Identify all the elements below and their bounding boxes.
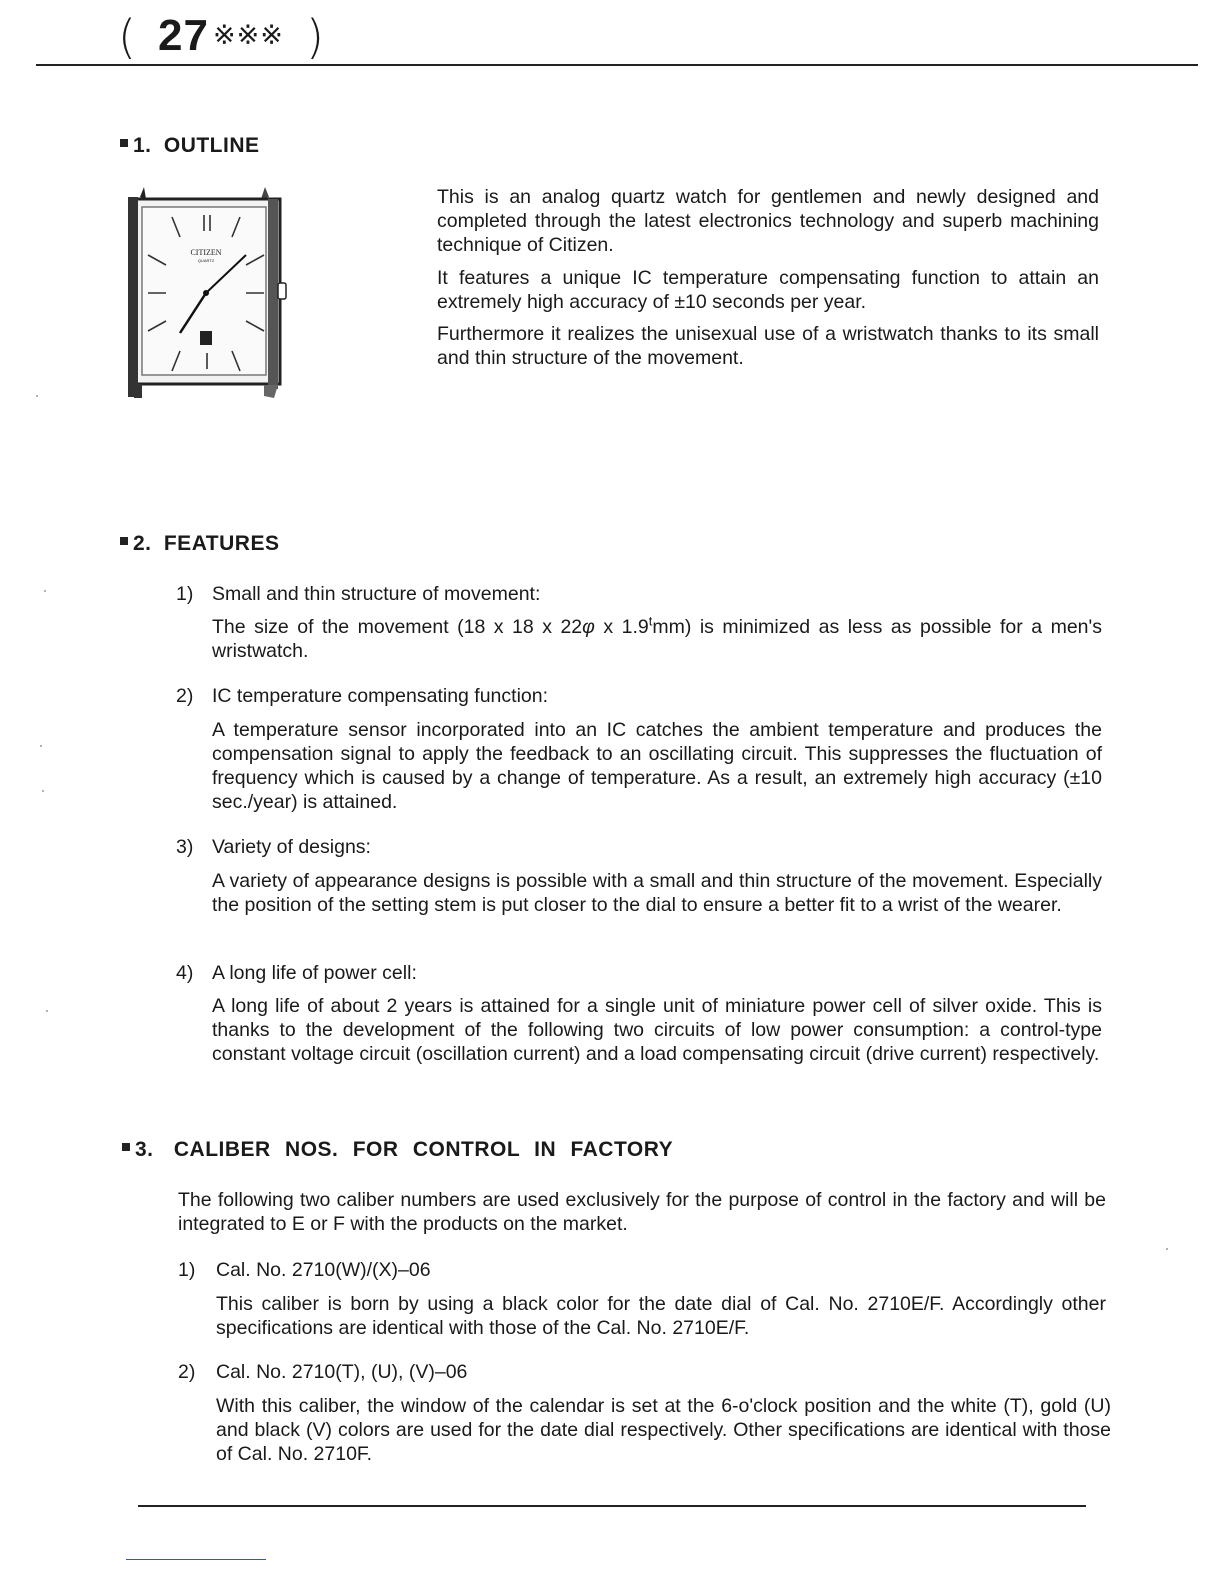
section-heading-features xyxy=(120,532,279,556)
scan-speck xyxy=(44,590,46,592)
feature-body-part: x 1.9 xyxy=(594,616,649,638)
scan-speck xyxy=(36,395,38,397)
phi-symbol: φ xyxy=(582,616,595,638)
square-bullet-icon xyxy=(122,1143,130,1151)
feature-body: A variety of appearance designs is possible with a small and thin structure of the movement. Especially the position of the setting stem is put closer to the dial to ensure a better fit to a wrist of the wearer. xyxy=(212,870,1102,916)
feature-number: 1) xyxy=(176,583,194,605)
outline-paragraph-1: This is an analog quartz watch for gentlemen and newly designed and completed through the latest electronics technology and superb machining technique of Citizen. xyxy=(437,186,1099,256)
feature-title: A long life of power cell: xyxy=(212,962,417,984)
header-paren-close: ) xyxy=(306,10,324,64)
page-number-block xyxy=(118,8,328,64)
feature-number: 2) xyxy=(176,685,194,707)
caliber-body: With this caliber, the window of the calendar is set at the 6-o'clock position and the white (T), gold (U) and black (V) colors are used for the date dial respectively. Other specifications are identical with those of Cal. No. 2710F. xyxy=(216,1395,1111,1465)
caliber-number: 2) xyxy=(178,1361,196,1383)
section-heading-outline xyxy=(120,134,260,158)
scan-speck xyxy=(46,1010,48,1012)
feature-title: Small and thin structure of movement: xyxy=(212,583,541,605)
scan-speck xyxy=(40,745,42,747)
feature-title: IC temperature compensating function: xyxy=(212,685,549,707)
superscript-t: t xyxy=(648,613,653,629)
footer-blue-mark xyxy=(126,1559,266,1560)
header-paren-open: ( xyxy=(118,10,136,64)
page-number: 27 xyxy=(158,11,209,60)
header-rule xyxy=(36,64,1198,66)
watch-brand-logo: CITIZEN xyxy=(190,248,222,257)
caliber-body: This caliber is born by using a black color for the date dial of Cal. No. 2710E/F. Accordingly other specifications are identical with those of the Cal. No. 2710E/F. xyxy=(216,1293,1106,1339)
section-title: CALIBER NOS. FOR CONTROL IN FACTORY xyxy=(173,1138,674,1161)
section-number: 2. xyxy=(133,532,152,555)
scan-speck xyxy=(42,790,44,792)
caliber-title: Cal. No. 2710(W)/(X)–06 xyxy=(216,1259,431,1281)
caliber-intro: The following two caliber numbers are used exclusively for the purpose of control in the factory and will be integrated to E or F with the products on the market. xyxy=(178,1189,1106,1235)
section-number: 3. xyxy=(135,1138,154,1161)
feature-number: 4) xyxy=(176,962,194,984)
caliber-title: Cal. No. 2710(T), (U), (V)–06 xyxy=(216,1361,468,1383)
feature-body-part: The size of the movement (18 x 18 x 22 xyxy=(212,616,583,638)
caliber-number: 1) xyxy=(178,1259,196,1281)
section-heading-caliber xyxy=(122,1138,673,1162)
feature-body xyxy=(212,615,1102,663)
square-bullet-icon xyxy=(120,537,128,545)
scan-speck xyxy=(1166,1248,1168,1250)
section-title: FEATURES xyxy=(163,532,280,555)
watch-illustration xyxy=(118,185,298,410)
page-suffix-marks: ※※※ xyxy=(213,20,284,50)
footer-rule xyxy=(138,1505,1086,1507)
feature-body-part: mm) is minimized as less as possible for a men's wristwatch. xyxy=(212,616,1102,662)
outline-paragraph-2: It features a unique IC temperature compensating function to attain an extremely high accuracy of ±10 seconds per year. xyxy=(437,267,1099,313)
feature-body: A temperature sensor incorporated into an IC catches the ambient temperature and produces the compensation signal to apply the feedback to an oscillating circuit. This suppresses the fluctuation of frequency which is caused by a change of temperature. As a result, an extremely high accuracy (±10 sec./year) is attained. xyxy=(212,719,1102,813)
square-bullet-icon xyxy=(120,139,128,147)
feature-title: Variety of designs: xyxy=(212,836,371,858)
section-title: OUTLINE xyxy=(163,134,260,157)
feature-body: A long life of about 2 years is attained for a single unit of miniature power cell of silver oxide. This is thanks to the development of the following two circuits of low power consumption: a control-type constant voltage circuit (oscillation current) and a load compensating circuit (drive current) respectively. xyxy=(212,995,1102,1065)
section-number: 1. xyxy=(133,134,152,157)
outline-paragraph-3: Furthermore it realizes the unisexual use of a wristwatch thanks to its small and thin structure of the movement. xyxy=(437,323,1099,369)
feature-number: 3) xyxy=(176,836,194,858)
watch-brand-sub: QUARTZ xyxy=(197,258,215,263)
